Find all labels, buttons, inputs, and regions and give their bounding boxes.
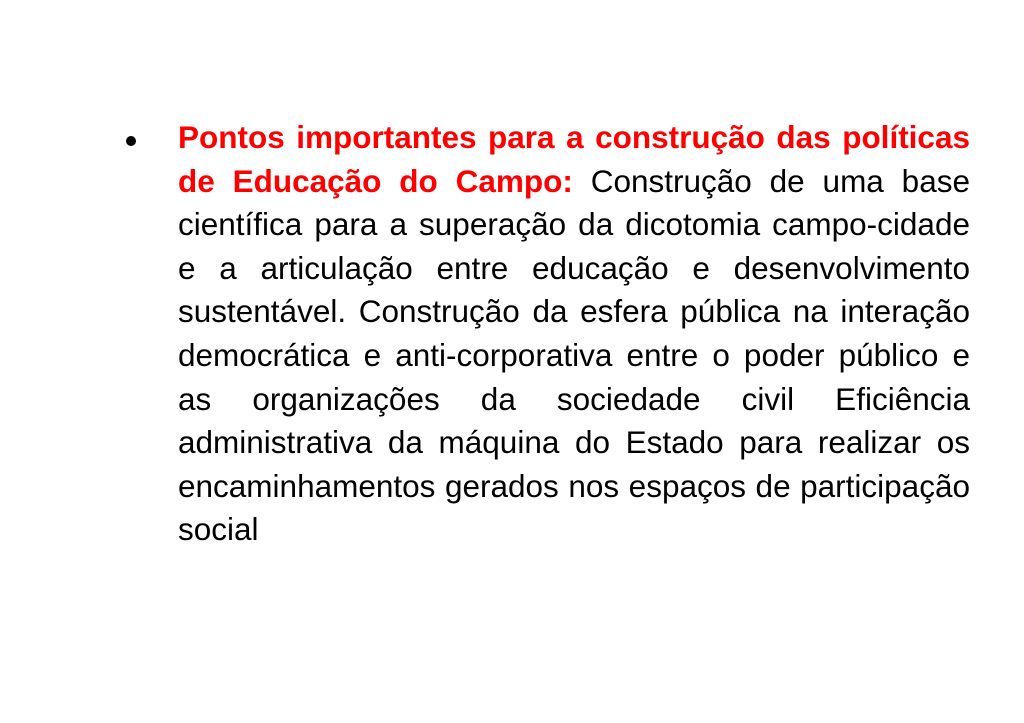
bullet-dot-icon xyxy=(126,136,136,146)
bullet-heading: Pontos importantes para a construção das políticas de Educação do Campo: xyxy=(178,119,970,199)
bullet-item xyxy=(178,116,970,552)
bullet-body: Construção de uma base científica para a superação da dicotomia campo-cidade e a articulação entre educação e desenvolvimento sustentável. Construção da esfera pública na interação democrática e anti-corporativa entre o poder público e as organizações da sociedade civil Eficiência administrativa da máquina do Estado para realizar os encaminhamentos gerados nos espaços de participação social xyxy=(178,162,970,548)
